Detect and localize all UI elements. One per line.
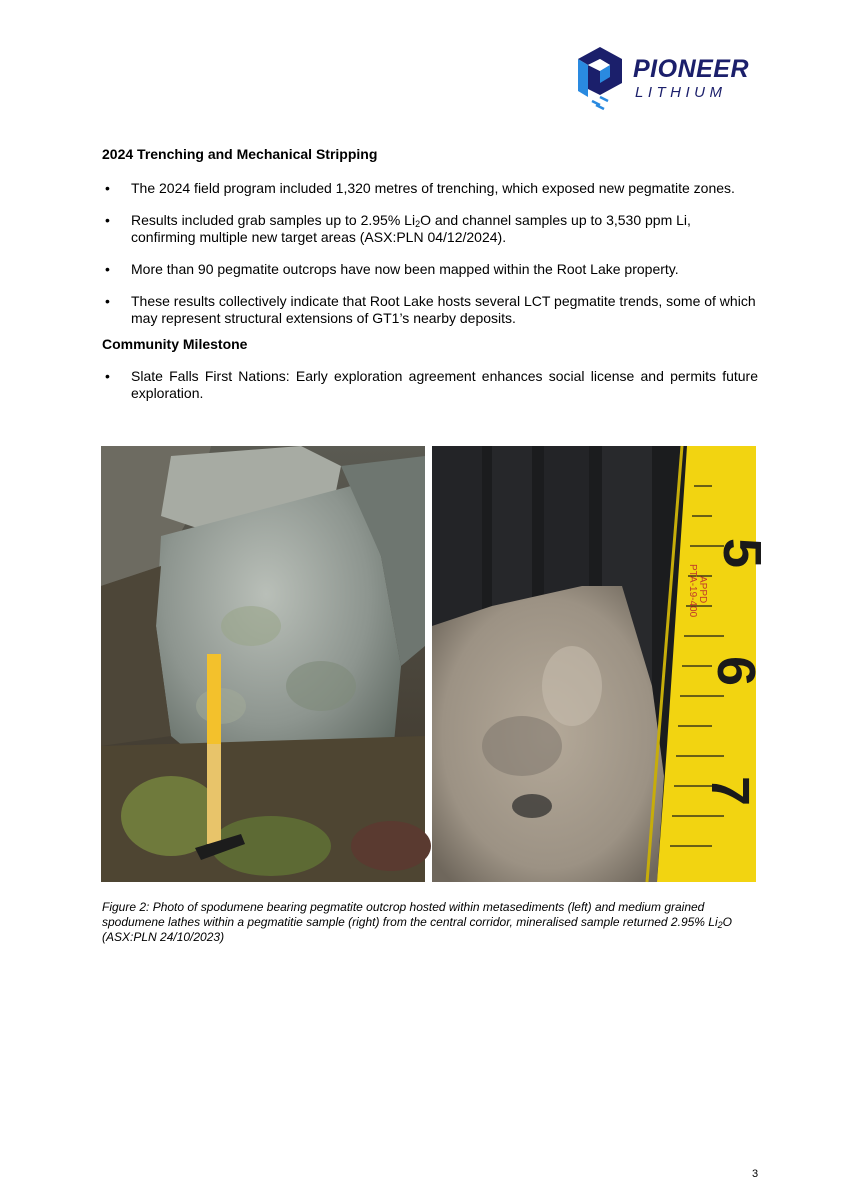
pioneer-lithium-logo <box>578 45 753 113</box>
bullet-icon: • <box>105 293 110 309</box>
list-item <box>102 293 758 327</box>
bullet-icon: • <box>105 180 110 196</box>
figure-caption: Figure 2: Photo of spodumene bearing pegmatite outcrop hosted within metasediments (left) and medium grained spodumene lathes within a pegmatitie sample (right) from the central corridor, mineralised sample returned 2.95% $Li_2O$ (ASX:PLN 24/10/2023) <box>102 900 732 944</box>
tape-number-6: 6 <box>706 656 766 687</box>
list-item <box>102 261 758 278</box>
bullet-icon: • <box>105 261 110 277</box>
bullet-text: Results included grab samples up to 2.95% $Li_2O$ and channel samples up to 3,530 ppm Li, confirming multiple new target areas (ASX:PLN 04/12/2024). <box>131 212 691 245</box>
list-item <box>102 180 758 197</box>
bullet-text: These results collectively indicate that Root Lake hosts several LCT pegmatite trends, some of which may represent structural extensions of GT1’s nearby deposits. <box>131 293 756 326</box>
trenching-bullet-list <box>102 180 758 342</box>
logo-mark-icon <box>578 45 628 113</box>
page-number: 3 <box>752 1168 759 1180</box>
bullet-icon: • <box>105 212 110 228</box>
tape-label-pta: PTA-19-400 <box>687 564 698 618</box>
tape-number-5: 5 <box>712 538 772 569</box>
spodumene-sample-photo <box>432 446 772 882</box>
tape-label-appd: APPD <box>697 576 708 604</box>
list-item <box>102 368 758 402</box>
logo-text-lithium: LITHIUM <box>635 84 727 101</box>
bullet-icon: • <box>105 368 110 384</box>
outcrop-photo <box>101 446 425 882</box>
list-item <box>102 212 758 246</box>
bullet-text: More than 90 pegmatite outcrops have now been mapped within the Root Lake property. <box>131 261 679 277</box>
community-bullet-list <box>102 368 758 417</box>
section-heading-community: Community Milestone <box>102 336 248 352</box>
tape-number-7: 7 <box>700 776 760 807</box>
bullet-text: The 2024 field program included 1,320 metres of trenching, which exposed new pegmatite zones. <box>131 180 735 196</box>
logo-text-pioneer: PIONEER <box>633 55 750 83</box>
section-heading-trenching: 2024 Trenching and Mechanical Stripping <box>102 146 378 162</box>
bullet-text: Slate Falls First Nations: Early exploration agreement enhances social license and permits future exploration. <box>131 368 758 401</box>
